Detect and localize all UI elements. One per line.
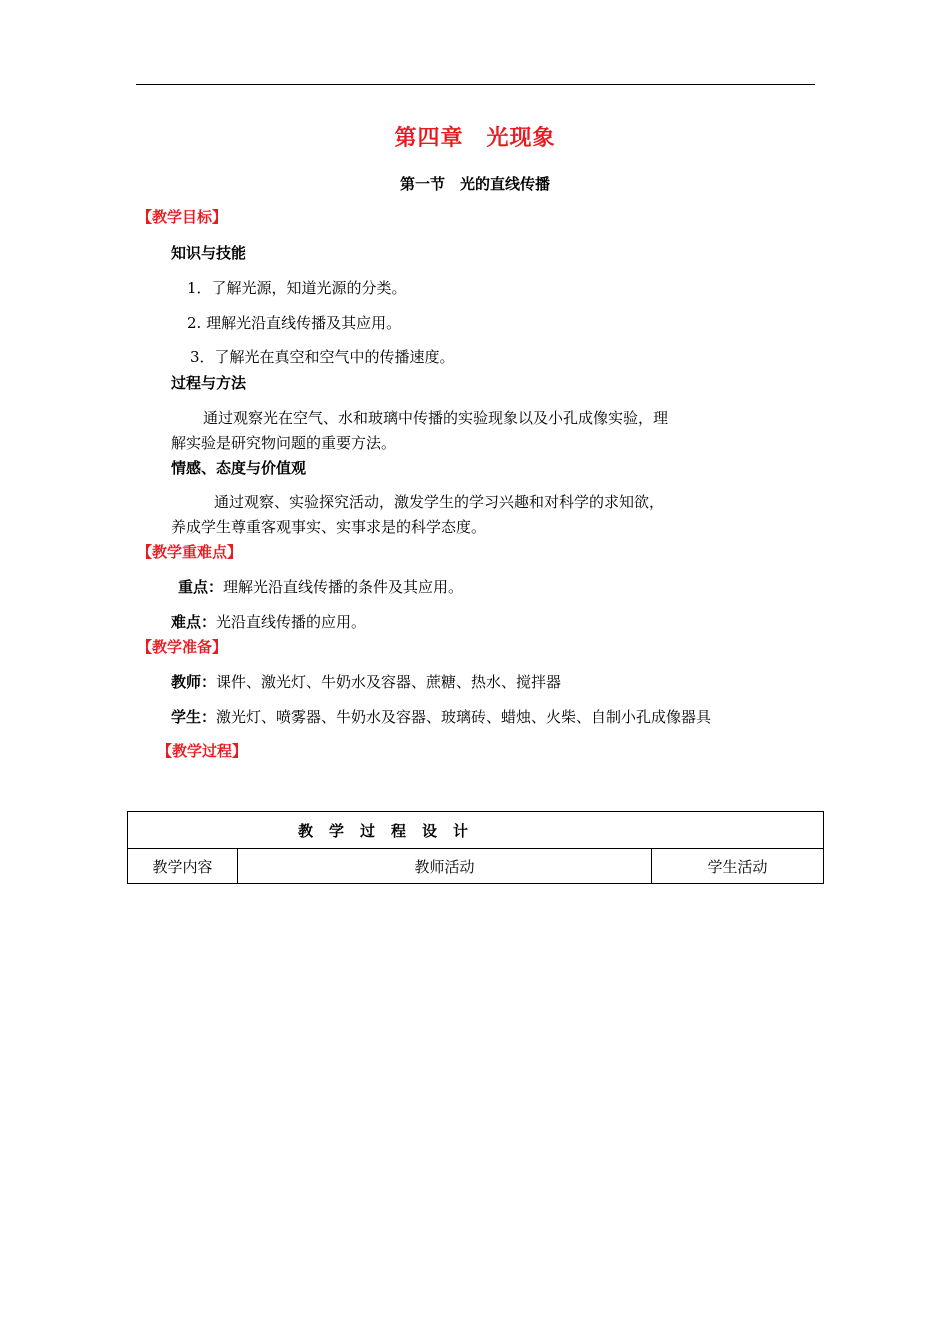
student-prep-label: 学生： <box>171 708 217 726</box>
teacher-prep-label: 教师： <box>171 673 217 691</box>
knowledge-item-3: 3．了解光在真空和空气中的传播速度。 <box>190 348 455 366</box>
teacher-prep-row <box>171 671 561 692</box>
key-point-row <box>178 576 463 597</box>
difficult-point-text: 光沿直线传播的应用。 <box>216 613 367 631</box>
header-rule <box>136 84 815 85</box>
chapter-title: 第四章 光现象 <box>394 126 556 151</box>
process-heading: 过程与方法 <box>171 374 247 392</box>
table-title: 教学过程设计 <box>128 812 824 849</box>
process-line-2: 解实验是研究物问题的重要方法。 <box>171 434 397 452</box>
knowledge-item-1: 1．了解光源，知道光源的分类。 <box>187 279 407 297</box>
emotion-line-2: 养成学生尊重客观事实、实事求是的科学态度。 <box>171 518 487 536</box>
emotion-line-1: 通过观察、实验探究活动，激发学生的学习兴趣和对科学的求知欲， <box>214 493 665 511</box>
objectives-heading: 【教学目标】 <box>137 208 228 226</box>
key-point-text: 理解光沿直线传播的条件及其应用。 <box>223 578 464 596</box>
process-line-1: 通过观察光在空气、水和玻璃中传播的实验现象以及小孔成像实验，理 <box>203 409 669 427</box>
table-header-row <box>128 849 824 884</box>
teacher-prep-text: 课件、激光灯、牛奶水及容器、蔗糖、热水、搅拌器 <box>216 673 562 691</box>
column-header-content: 教学内容 <box>128 849 238 884</box>
column-header-student: 学生活动 <box>652 849 824 884</box>
student-prep-text: 激光灯、喷雾器、牛奶水及容器、玻璃砖、蜡烛、火柴、自制小孔成像器具 <box>216 708 712 726</box>
difficult-point-label: 难点： <box>171 613 217 631</box>
preparation-heading: 【教学准备】 <box>137 638 228 656</box>
knowledge-item-2: 2. 理解光沿直线传播及其应用。 <box>187 314 402 332</box>
column-header-teacher: 教师活动 <box>238 849 652 884</box>
teaching-design-table <box>127 811 824 884</box>
knowledge-heading: 知识与技能 <box>171 244 247 262</box>
table-title-row <box>128 812 824 849</box>
process-section-heading: 【教学过程】 <box>157 742 248 760</box>
key-points-heading: 【教学重难点】 <box>137 543 243 561</box>
section-title: 第一节 光的直线传播 <box>399 175 550 193</box>
difficult-point-row <box>171 611 366 632</box>
student-prep-row <box>171 706 711 727</box>
key-point-label: 重点： <box>178 578 224 596</box>
emotion-heading: 情感、态度与价值观 <box>171 459 307 477</box>
